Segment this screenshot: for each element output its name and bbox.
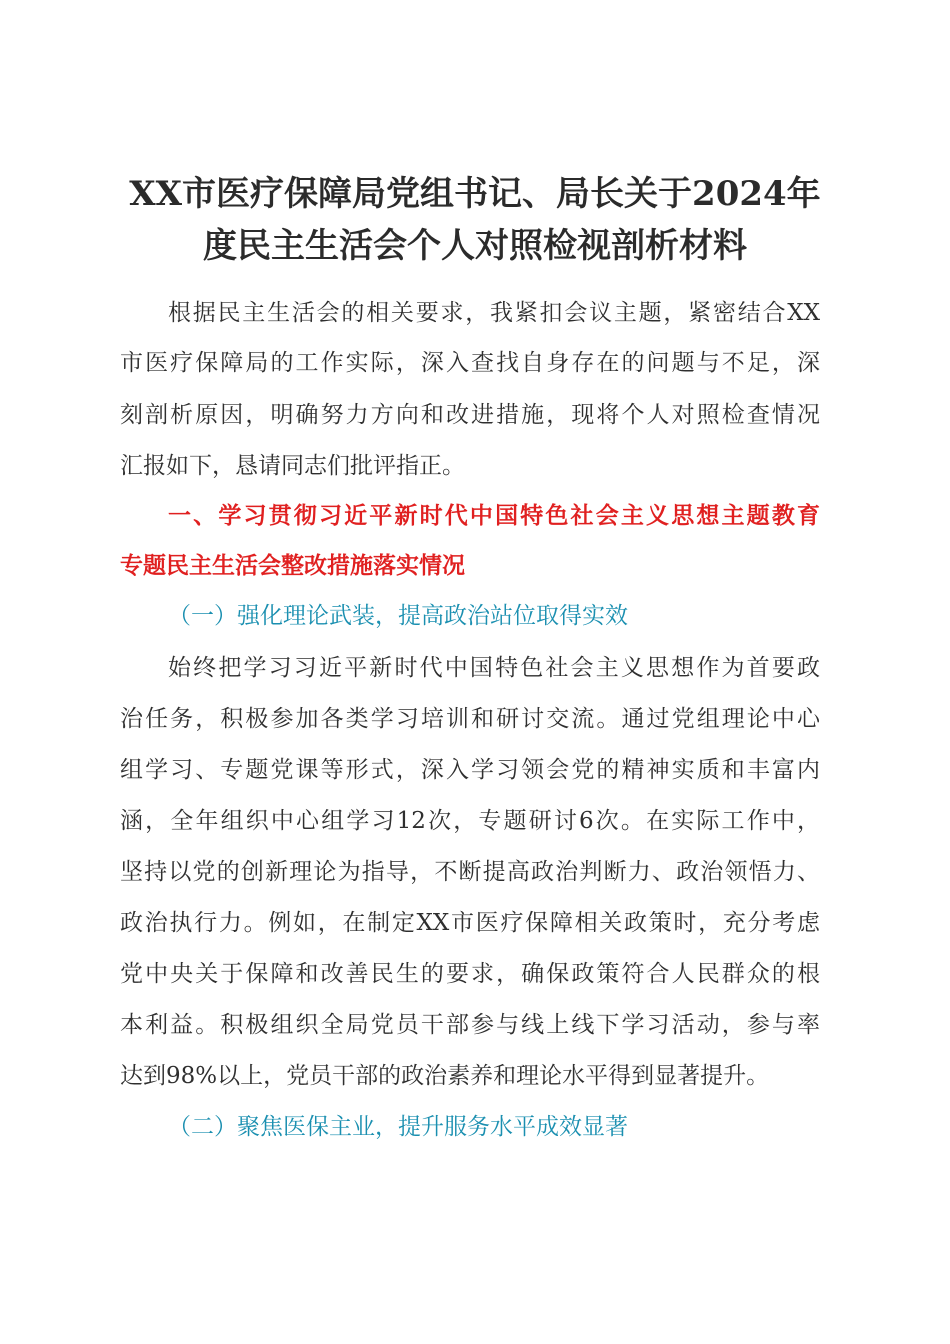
intro-line-3: 刻剖析原因，明确努力方向和改进措施，现将个人对照检查情况 (120, 402, 820, 428)
sub1-body-line-3: 组学习、专题党课等形式，深入学习领会党的精神实质和丰富内 (120, 757, 820, 783)
section-1-heading-line-2: 专题民主生活会整改措施落实情况 (120, 553, 465, 579)
sub1-body-line-4: 涵，全年组织中心组学习12次，专题研讨6次。在实际工作中， (120, 808, 820, 834)
intro-line-4: 汇报如下，恳请同志们批评指正。 (120, 453, 465, 479)
sub1-body-line-6: 政治执行力。例如，在制定XX市医疗保障相关政策时，充分考虑 (120, 910, 820, 936)
document-title-line-2: 度民主生活会个人对照检视剖析材料 (203, 226, 747, 266)
sub1-body-line-9: 达到98%以上，党员干部的政治素养和理论水平得到显著提升。 (120, 1063, 770, 1089)
subsection-2-heading: （二）聚焦医保主业，提升服务水平成效显著 (168, 1114, 628, 1140)
sub1-body-line-5: 坚持以党的创新理论为指导，不断提高政治判断力、政治领悟力、 (120, 859, 820, 885)
sub1-body-line-8: 本利益。积极组织全局党员干部参与线上线下学习活动，参与率 (120, 1012, 820, 1038)
section-1-heading-line-1: 一、学习贯彻习近平新时代中国特色社会主义思想主题教育 (168, 503, 820, 529)
intro-line-1: 根据民主生活会的相关要求，我紧扣会议主题，紧密结合XX (168, 300, 820, 326)
sub1-body-line-7: 党中央关于保障和改善民生的要求，确保政策符合人民群众的根 (120, 961, 820, 987)
sub1-body-line-2: 治任务，积极参加各类学习培训和研讨交流。通过党组理论中心 (120, 706, 820, 732)
document-title-line-1: XX市医疗保障局党组书记、局长关于2024年 (129, 174, 821, 214)
subsection-1-heading: （一）强化理论武装，提高政治站位取得实效 (168, 603, 628, 629)
intro-line-2: 市医疗保障局的工作实际，深入查找自身存在的问题与不足，深 (120, 350, 820, 376)
sub1-body-line-1: 始终把学习习近平新时代中国特色社会主义思想作为首要政 (168, 655, 820, 681)
